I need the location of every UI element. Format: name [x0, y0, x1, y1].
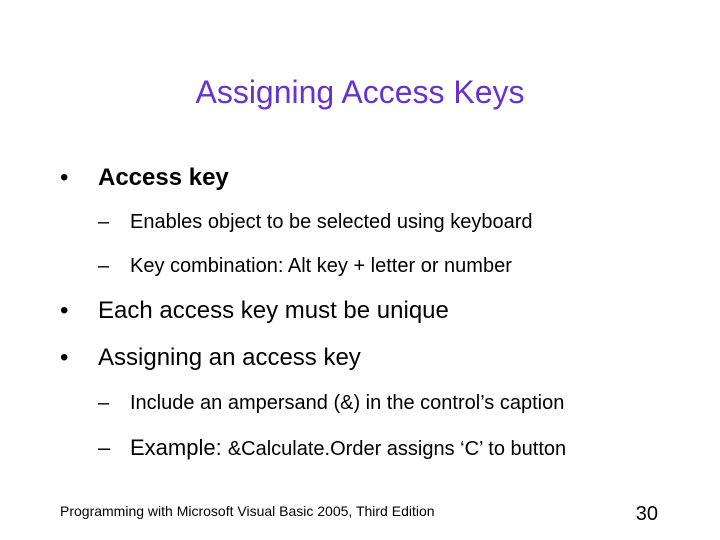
sub-bullet-marker: – — [98, 211, 110, 233]
sub-bullet-text: Key combination: Alt key + letter or number — [130, 255, 512, 277]
bullet-text: Access key — [98, 164, 229, 191]
bullet-marker: • — [60, 164, 69, 191]
sub-bullet-text: Enables object to be selected using keyboard — [130, 211, 533, 233]
footer-text: Programming with Microsoft Visual Basic 2005, Third Edition — [60, 503, 435, 519]
slide-title: Assigning Access Keys — [195, 74, 525, 110]
example-code: &Calculate.Order — [227, 438, 382, 460]
sub-bullet-marker: – — [98, 255, 110, 277]
example-lead: Example: — [130, 435, 228, 460]
example-rest: assigns ‘C’ to button — [381, 438, 567, 460]
page-number: 30 — [635, 503, 658, 525]
sub-bullet-marker: – — [98, 392, 110, 414]
bullet-text: Each access key must be unique — [98, 297, 449, 324]
sub-bullet-marker: – — [98, 435, 111, 460]
bullet-marker: • — [60, 344, 69, 371]
sub-bullet-text: Include an ampersand (&) in the control’s caption — [130, 392, 565, 414]
bullet-marker: • — [60, 297, 69, 324]
bullet-text: Assigning an access key — [98, 344, 361, 371]
sub-bullet-text — [130, 435, 566, 461]
